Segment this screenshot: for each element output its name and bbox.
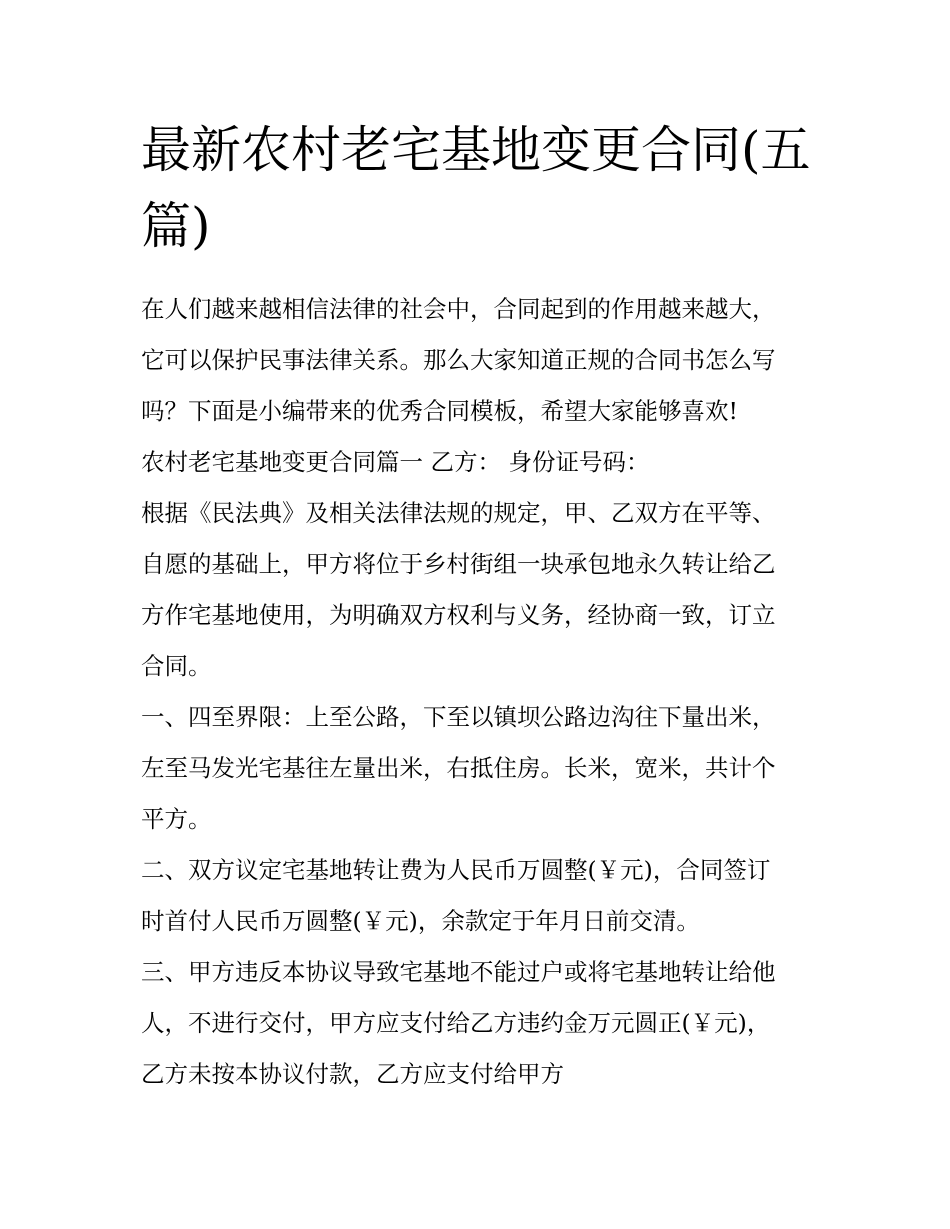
text-line: 根据《民法典》及相关法律法规的规定，甲、乙双方在平等、 xyxy=(141,499,776,527)
text-line: 吗？下面是小编带来的优秀合同模板，希望大家能够喜欢! xyxy=(141,397,738,425)
document-title: 最新农村老宅基地变更合同(五篇) xyxy=(141,121,811,255)
text-line: 二、双方议定宅基地转让费为人民币万圆整(￥元)，合同签订 xyxy=(141,856,771,884)
text-line: 人，不进行交付，甲方应支付给乙方违约金万元圆正(￥元)， xyxy=(141,1009,771,1037)
text-line: 一、四至界限：上至公路，下至以镇坝公路边沟往下量出米， xyxy=(141,703,776,731)
document-content xyxy=(141,112,813,1100)
text-line: 方作宅基地使用，为明确双方权利与义务，经协商一致，订立 xyxy=(141,601,776,629)
text-line: 农村老宅基地变更合同篇一 乙方： 身份证号码： xyxy=(141,448,650,476)
text-line: 在人们越来越相信法律的社会中，合同起到的作用越来越大， xyxy=(141,295,776,323)
text-line: 它可以保护民事法律关系。那么大家知道正规的合同书怎么写 xyxy=(141,346,776,374)
text-line: 自愿的基础上，甲方将位于乡村街组一块承包地永久转让给乙 xyxy=(141,550,776,578)
text-line: 时首付人民币万圆整(￥元)，余款定于年月日前交清。 xyxy=(141,907,700,935)
text-line: 乙方未按本协议付款，乙方应支付给甲方 xyxy=(141,1060,564,1088)
text-line: 平方。 xyxy=(141,805,212,833)
text-line: 左至马发光宅基往左量出米，右抵住房。长米，宽米，共计个 xyxy=(141,754,776,782)
text-line: 三、甲方违反本协议导致宅基地不能过户或将宅基地转让给他 xyxy=(141,958,776,986)
text-line: 合同。 xyxy=(141,652,212,680)
